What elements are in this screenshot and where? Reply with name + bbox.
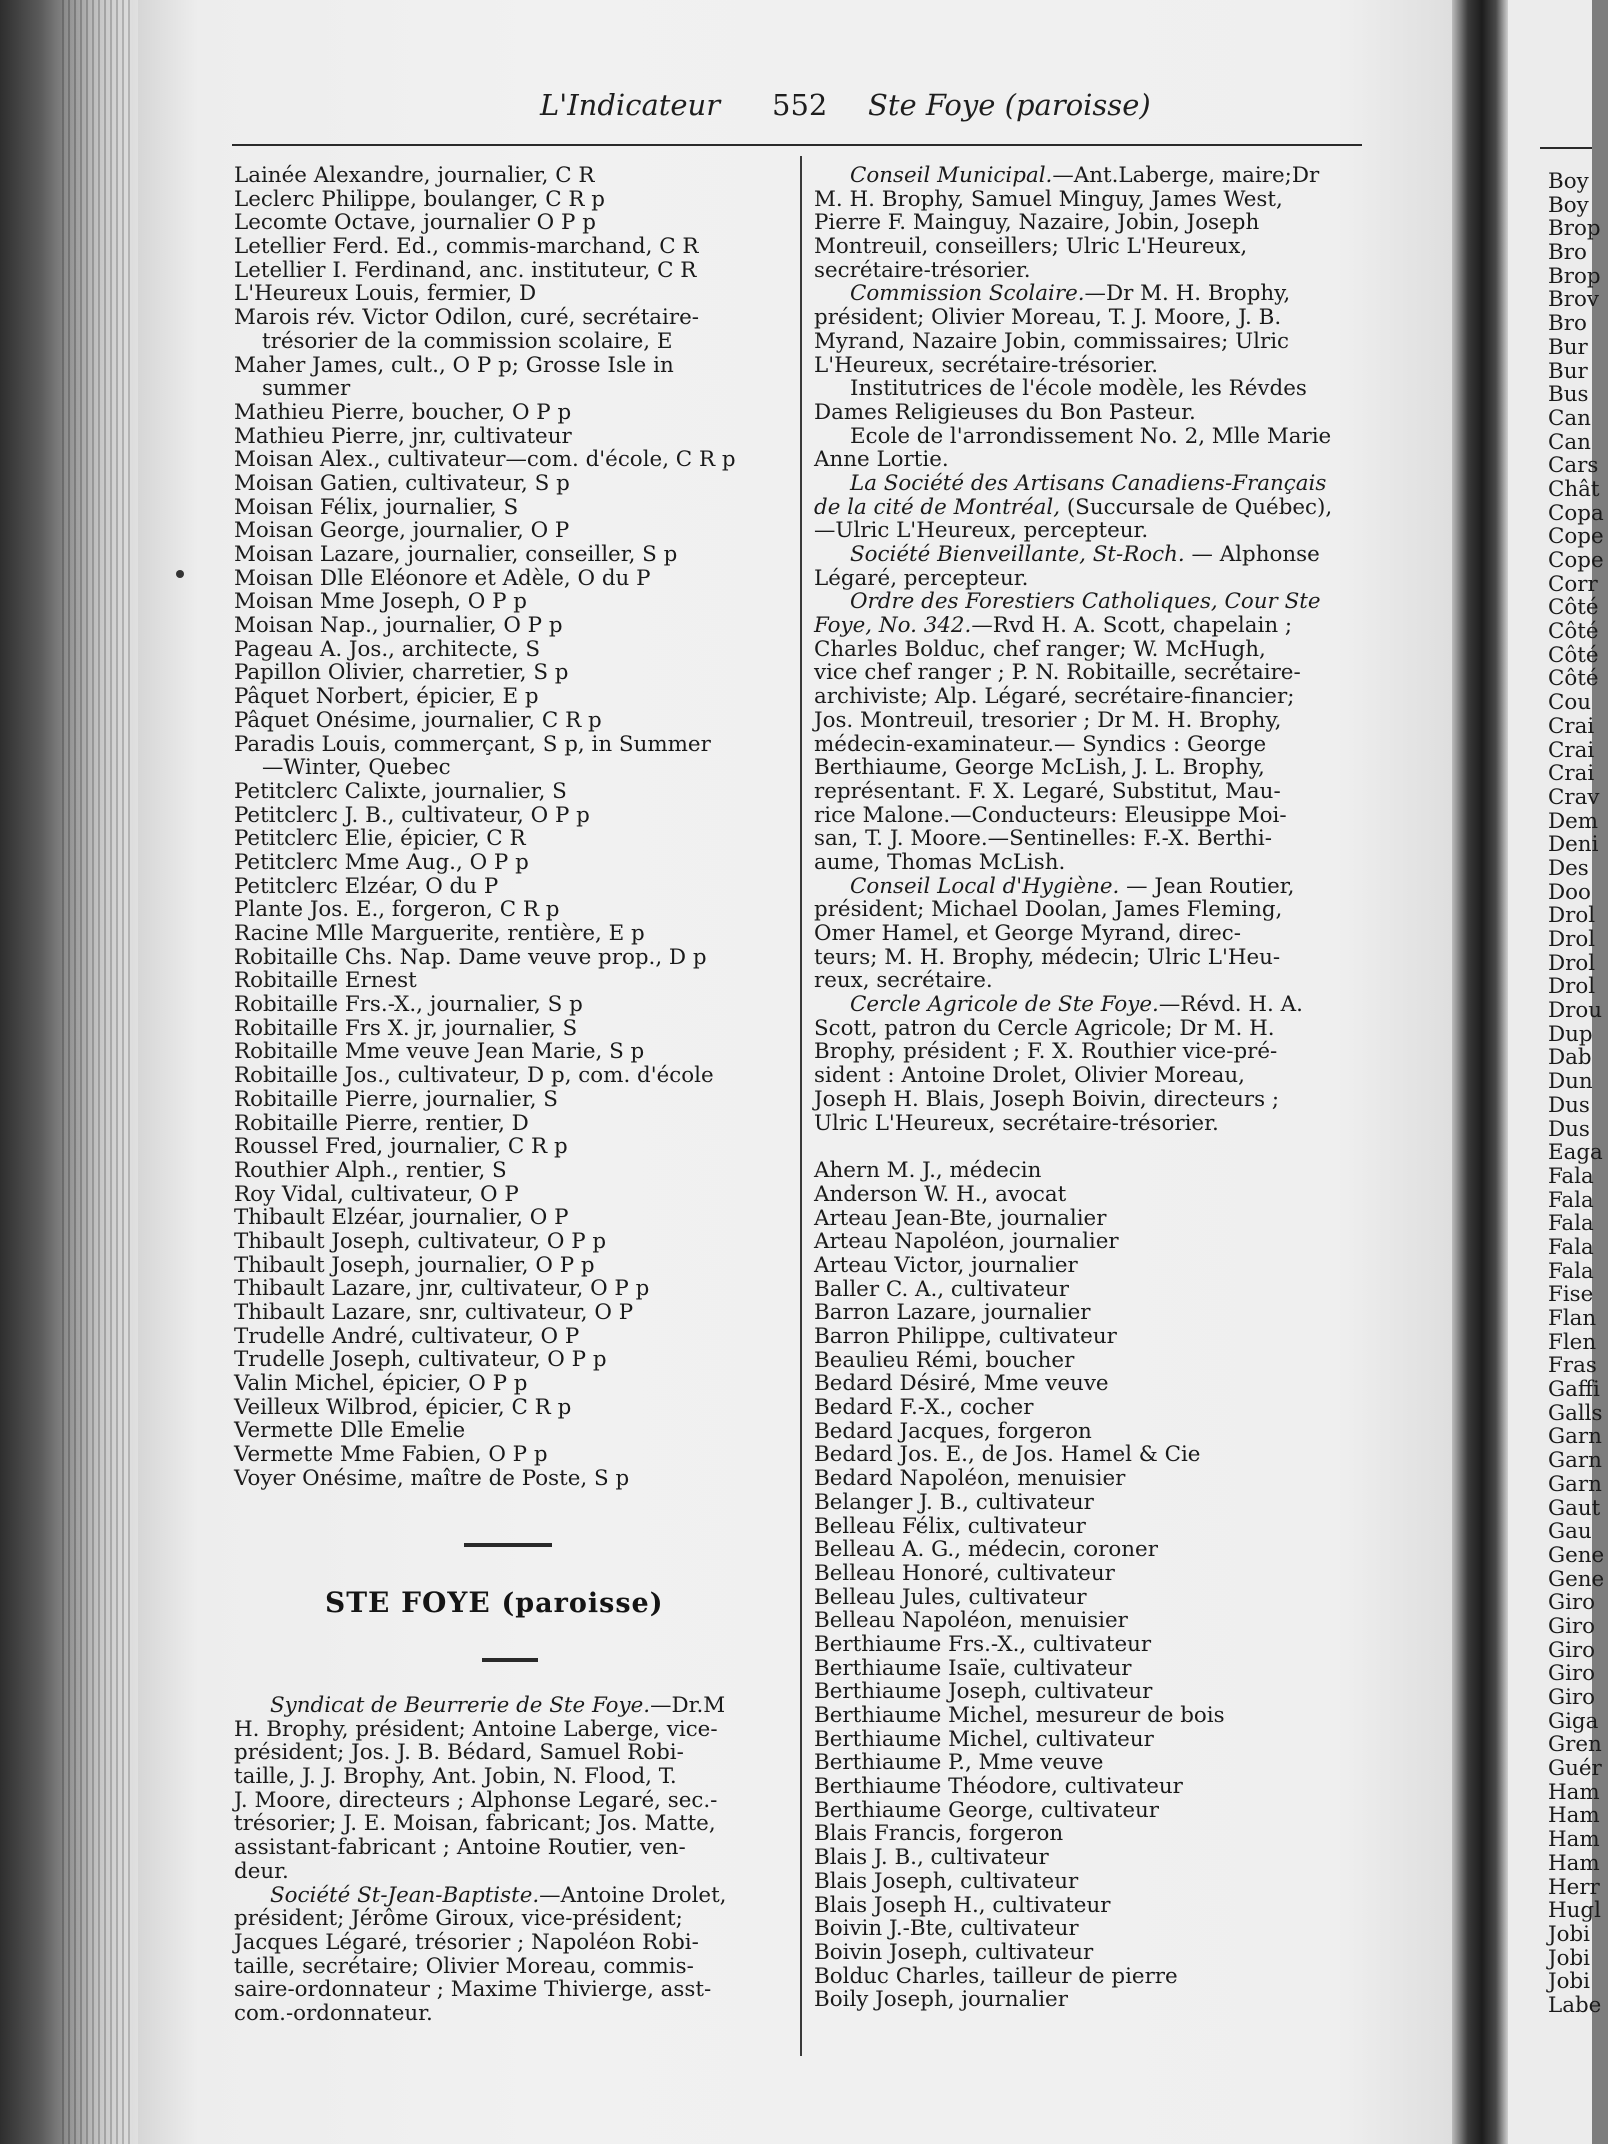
next-page-fragment: Fala [1548, 1258, 1594, 1284]
next-page-fragment: Gene [1548, 1566, 1605, 1592]
directory-entry: Boivin J.-Bte, cultivateur [814, 1916, 1079, 1942]
directory-entry: Maher James, cult., O P p; Grosse Isle in [234, 352, 674, 378]
directory-entry: Barron Lazare, journalier [814, 1300, 1091, 1326]
directory-entry: Belleau Honoré, cultivateur [814, 1560, 1115, 1586]
society-line: Société St-Jean-Baptiste.—Antoine Drolet, [270, 1882, 727, 1908]
next-page-fragment: Dup [1548, 1021, 1593, 1047]
next-page-fragment: Brop [1548, 263, 1601, 289]
directory-entry: Lainée Alexandre, journalier, C R [234, 163, 595, 188]
next-page-fragment: Côté [1548, 595, 1599, 621]
directory-entry: Berthiaume Michel, mesureur de bois [814, 1703, 1225, 1728]
directory-entry: Letellier I. Ferdinand, anc. instituteur, C R [234, 257, 697, 283]
directory-entry: Bolduc Charles, tailleur de pierre [814, 1963, 1178, 1989]
next-page-fragment: Guér [1548, 1756, 1602, 1782]
society-line: Syndicat de Beurrerie de Ste Foye.—Dr.M [270, 1693, 726, 1718]
next-page-fragment: Flen [1548, 1329, 1597, 1355]
next-page-fragment: Cou [1548, 690, 1592, 716]
directory-entry: Roy Vidal, cultivateur, O P [234, 1181, 519, 1207]
council-line: Jos. Montreuil, tresorier ; Dr M. H. Brophy, [814, 707, 1282, 733]
next-page-fragment: Drou [1548, 998, 1603, 1024]
next-page-fragment: Bur [1548, 334, 1588, 360]
directory-entry: Belleau A. G., médecin, coroner [814, 1537, 1158, 1563]
directory-entry: Thibault Joseph, journalier, O P p [234, 1252, 595, 1278]
next-page-fragment: Eaga [1548, 1140, 1603, 1166]
next-page-fragment: Fala [1548, 1234, 1594, 1260]
directory-entry: Mathieu Pierre, jnr, cultivateur [234, 423, 572, 449]
next-page-fragment: Côté [1548, 642, 1599, 668]
council-line: teurs; M. H. Brophy, médecin; Ulric L'Heu- [814, 944, 1281, 970]
directory-entry: Berthiaume Michel, cultivateur [814, 1726, 1154, 1752]
book-spine-edge [0, 0, 150, 2144]
directory-entry: Robitaille Frs X. jr, journalier, S [234, 1015, 578, 1041]
council-line: —Ulric L'Heureux, percepteur. [814, 518, 1149, 544]
directory-entry: Roussel Fred, journalier, C R p [234, 1134, 568, 1160]
next-page-fragment: Herr [1548, 1874, 1600, 1900]
directory-entry: Moisan Félix, journalier, S [234, 494, 519, 520]
next-page-fragment: Crai [1548, 761, 1595, 787]
society-line: président; Jérôme Giroux, vice-président; [234, 1906, 683, 1932]
directory-entry: Blais Joseph, cultivateur [814, 1868, 1079, 1894]
section-heading-title: STE FOYE [325, 1586, 491, 1619]
next-page-fragment: Hugl [1548, 1898, 1601, 1924]
next-page-fragment: Gau [1548, 1519, 1592, 1545]
council-line: Dames Religieuses du Bon Pasteur. [814, 399, 1196, 425]
next-page-fragment: Doo [1548, 879, 1591, 905]
directory-entry: Robitaille Ernest [234, 968, 417, 994]
society-line: Jacques Légaré, trésorier ; Napoléon Robi- [234, 1929, 699, 1955]
council-line: archiviste; Alp. Légaré, secrétaire-financier; [814, 684, 1295, 710]
council-line: Berthiaume, George McLish, J. L. Brophy, [814, 755, 1265, 781]
directory-entry: Thibault Lazare, snr, cultivateur, O P [234, 1300, 634, 1325]
directory-entry: Thibault Lazare, jnr, cultivateur, O P p [234, 1276, 650, 1302]
directory-entry: Marois rév. Victor Odilon, curé, secrétaire- [234, 305, 700, 331]
next-page-fragment: Fala [1548, 1163, 1594, 1189]
section-rule-top [464, 1543, 552, 1547]
directory-entry: Thibault Joseph, cultivateur, O P p [234, 1228, 607, 1254]
council-line: Foye, No. 342.—Rvd H. A. Scott, chapelain ; [814, 613, 1293, 639]
directory-entry: Berthiaume George, cultivateur [814, 1797, 1160, 1823]
directory-entry: Belleau Jules, cultivateur [814, 1584, 1087, 1610]
directory-entry: Trudelle Joseph, cultivateur, O P p [234, 1347, 607, 1373]
society-line: H. Brophy, président; Antoine Laberge, vice- [234, 1716, 718, 1742]
next-page-fragment: Côté [1548, 619, 1599, 645]
book-gutter [1452, 0, 1508, 2144]
next-page-fragment: Giro [1548, 1661, 1596, 1687]
council-line: Omer Hamel, et George Myrand, direc- [814, 921, 1242, 946]
next-page-fragment: Dab [1548, 1045, 1592, 1071]
next-page-fragment: Galls [1548, 1400, 1603, 1426]
council-line: médecin-examinateur.— Syndics : George [814, 731, 1267, 757]
directory-entry: Leclerc Philippe, boulanger, C R p [234, 186, 605, 212]
next-page-fragment: Crai [1548, 713, 1595, 739]
directory-entry: Papillon Olivier, charretier, S p [234, 660, 569, 686]
society-line: président; Jos. J. B. Bédard, Samuel Robi- [234, 1740, 684, 1766]
directory-entry: Berthiaume Frs.-X., cultivateur [814, 1631, 1152, 1657]
directory-entry: Pâquet Onésime, journalier, C R p [234, 707, 602, 733]
directory-entry: Blais J. B., cultivateur [814, 1845, 1049, 1871]
directory-entry: Robitaille Frs.-X., journalier, S p [234, 992, 583, 1018]
header-publication-title: L'Indicateur [540, 88, 721, 122]
directory-entry: Trudelle André, cultivateur, O P [234, 1323, 580, 1349]
next-page-fragment: Brop [1548, 216, 1601, 242]
next-page-fragment: Copa [1548, 500, 1604, 526]
next-page-header-rule [1540, 147, 1592, 149]
next-page-fragment: Garn [1548, 1471, 1602, 1497]
directory-entry: Robitaille Jos., cultivateur, D p, com. d'école [234, 1063, 714, 1089]
next-page-fragment: Labe [1548, 1992, 1602, 2018]
section-heading [325, 1586, 664, 1619]
right-column [814, 164, 1370, 2012]
directory-entry: Moisan Gatien, cultivateur, S p [234, 470, 570, 496]
council-line: Charles Bolduc, chef ranger; W. McHugh, [814, 636, 1266, 662]
directory-entry: Berthiaume Théodore, cultivateur [814, 1774, 1183, 1800]
next-page-fragment: Crai [1548, 737, 1595, 763]
directory-entry: summer [262, 376, 351, 402]
society-line: assistant-fabricant ; Antoine Routier, ven- [234, 1835, 686, 1861]
directory-entry: Beaulieu Rémi, boucher [814, 1347, 1075, 1373]
council-line: Scott, patron du Cercle Agricole; Dr M. H. [814, 1015, 1275, 1041]
directory-entry: Blais Francis, forgeron [814, 1821, 1064, 1847]
council-line: L'Heureux, secrétaire-trésorier. [814, 352, 1159, 378]
directory-entry: Paradis Louis, commerçant, S p, in Summer [234, 731, 711, 757]
directory-entry: Belleau Félix, cultivateur [814, 1513, 1086, 1539]
next-page-fragment: Jobi [1548, 1969, 1590, 1995]
next-page-fragment: Giro [1548, 1637, 1596, 1663]
directory-entry: Berthiaume P., Mme veuve [814, 1750, 1104, 1776]
council-line: Myrand, Nazaire Jobin, commissaires; Ulric [814, 328, 1290, 354]
directory-entry: Bedard Jos. E., de Jos. Hamel & Cie [814, 1442, 1201, 1468]
directory-entry: Robitaille Chs. Nap. Dame veuve prop., D p [234, 944, 707, 970]
council-line: vice chef ranger ; P. N. Robitaille, secrétaire- [814, 660, 1301, 686]
council-line: san, T. J. Moore.—Sentinelles: F.-X. Berthi- [814, 826, 1273, 852]
directory-entry: Arteau Napoléon, journalier [814, 1229, 1119, 1255]
society-line: deur. [234, 1858, 289, 1884]
council-line: représentant. F. X. Legaré, Substitut, Mau- [814, 778, 1281, 804]
next-page-fragment: Jobi [1548, 1945, 1590, 1971]
next-page-fragment: Giro [1548, 1613, 1596, 1639]
council-line: Pierre F. Mainguy, Nazaire, Jobin, Joseph [814, 210, 1260, 236]
next-page-fragment: Giro [1548, 1685, 1596, 1710]
next-page-fragment: Flan [1548, 1306, 1597, 1331]
next-page-fragment: Fras [1548, 1353, 1597, 1379]
council-line: Société Bienveillante, St-Roch. — Alphonse [850, 542, 1320, 567]
next-page-fragment: Fala [1548, 1187, 1594, 1213]
council-line: reux, secrétaire. [814, 968, 993, 994]
section-heading-subtitle: (paroisse) [501, 1588, 664, 1619]
next-page-fragment: Crav [1548, 784, 1600, 810]
directory-entry: L'Heureux Louis, fermier, D [234, 281, 537, 307]
directory-entry: Pâquet Norbert, épicier, E p [234, 684, 539, 710]
council-line: sident : Antoine Drolet, Olivier Moreau, [814, 1063, 1245, 1089]
next-page-fragment: Dus [1548, 1116, 1590, 1142]
header-page-number: 552 [772, 88, 828, 122]
directory-entry: Boivin Joseph, cultivateur [814, 1939, 1094, 1965]
directory-entry: Petitclerc Elie, épicier, C R [234, 826, 526, 852]
council-line: Joseph H. Blais, Joseph Boivin, directeurs ; [814, 1086, 1280, 1112]
directory-entry: Berthiaume Isaïe, cultivateur [814, 1655, 1132, 1681]
council-line: Montreuil, conseillers; Ulric L'Heureux, [814, 234, 1248, 260]
directory-entry: Boily Joseph, journalier [814, 1987, 1068, 2013]
directory-entry: —Winter, Quebec [262, 755, 451, 781]
list-gap [814, 1135, 1370, 1159]
next-page-fragment: Drol [1548, 950, 1596, 976]
page-header [540, 88, 1380, 132]
council-line: Légaré, percepteur. [814, 565, 1029, 591]
next-page-fragment: Cope [1548, 524, 1604, 550]
directory-entry: Blais Joseph H., cultivateur [814, 1892, 1111, 1918]
next-page-fragment: Des [1548, 855, 1589, 881]
next-page-fragment: Can [1548, 429, 1591, 455]
directory-entry: Bedard Napoléon, menuisier [814, 1466, 1126, 1492]
header-rule [232, 144, 1362, 146]
next-page-fragment: Drol [1548, 903, 1596, 929]
next-page-fragment: Jobi [1548, 1921, 1590, 1947]
directory-entry: Moisan Dlle Eléonore et Adèle, O du P [234, 565, 651, 591]
next-page-fragment: Drol [1548, 974, 1596, 1000]
directory-entry: Routhier Alph., rentier, S [234, 1157, 507, 1183]
directory-entry: Anderson W. H., avocat [814, 1181, 1067, 1207]
directory-entry: Plante Jos. E., forgeron, C R p [234, 897, 560, 923]
directory-entry: Veilleux Wilbrod, épicier, C R p [234, 1394, 572, 1420]
council-line: de la cité de Montréal, (Succursale de Québec), [814, 494, 1333, 520]
directory-entry: Thibault Elzéar, journalier, O P [234, 1205, 569, 1231]
directory-entry: Petitclerc Calixte, journalier, S [234, 778, 567, 804]
next-page-fragment: Ham [1548, 1803, 1600, 1829]
header-section-title: Ste Foye (paroisse) [868, 88, 1151, 122]
next-page-fragment: Can [1548, 405, 1591, 431]
next-page-fragment: Bro [1548, 240, 1587, 266]
council-line: secrétaire-trésorier. [814, 257, 1031, 283]
next-page-fragment: Gaut [1548, 1495, 1601, 1521]
next-page-fragment: Côté [1548, 666, 1599, 692]
section-rule-bottom [482, 1658, 538, 1662]
directory-entry: Bedard F.-X., cocher [814, 1395, 1034, 1421]
next-page-fragment: Gene [1548, 1542, 1605, 1568]
directory-entry: Belleau Napoléon, menuisier [814, 1608, 1128, 1634]
directory-entry: Pageau A. Jos., architecte, S [234, 636, 541, 662]
next-page-fragment: Drol [1548, 927, 1596, 952]
next-page-fragment: Gren [1548, 1732, 1602, 1758]
council-line: Brophy, président ; F. X. Routhier vice-pré- [814, 1039, 1278, 1065]
directory-entry: Arteau Jean-Bte, journalier [814, 1205, 1107, 1231]
next-page-fragment: Gaffi [1548, 1377, 1600, 1403]
directory-entry: Baller C. A., cultivateur [814, 1276, 1070, 1302]
directory-entry: Robitaille Mme veuve Jean Marie, S p [234, 1039, 645, 1065]
council-line: Ulric L'Heureux, secrétaire-trésorier. [814, 1110, 1219, 1136]
council-line: Conseil Municipal.—Ant.Laberge, maire;Dr [850, 163, 1320, 188]
next-page-fragment: Chât [1548, 476, 1600, 502]
society-line: J. Moore, directeurs ; Alphonse Legaré, sec.- [234, 1787, 718, 1813]
directory-entry: Belanger J. B., cultivateur [814, 1489, 1094, 1515]
council-line: Institutrices de l'école modèle, les Révdes [850, 376, 1307, 402]
council-line: M. H. Brophy, Samuel Minguy, James West, [814, 186, 1283, 212]
directory-entry: Robitaille Pierre, journalier, S [234, 1086, 558, 1112]
left-paragraphs [234, 1694, 790, 2026]
next-page-fragment: Dun [1548, 1069, 1593, 1095]
directory-entry: Robitaille Pierre, rentier, D [234, 1110, 529, 1136]
next-page-fragment: Corr [1548, 571, 1598, 597]
next-page-fragment: Ham [1548, 1827, 1600, 1853]
directory-entry: Lecomte Octave, journalier O P p [234, 210, 596, 236]
council-line: président; Michael Doolan, James Fleming, [814, 897, 1283, 923]
next-page-fragment: Ham [1548, 1779, 1600, 1805]
directory-entry: Letellier Ferd. Ed., commis-marchand, C R [234, 234, 699, 260]
directory-entry: Vermette Mme Fabien, O P p [234, 1442, 548, 1468]
next-page-fragment: Garn [1548, 1424, 1602, 1450]
society-line: saire-ordonnateur ; Maxime Thivierge, asst- [234, 1977, 712, 2003]
next-page-fragment: Cope [1548, 548, 1604, 573]
next-page-fragment: Dem [1548, 808, 1599, 834]
directory-entry: Petitclerc Elzéar, O du P [234, 873, 499, 899]
directory-entry: Berthiaume Joseph, cultivateur [814, 1679, 1153, 1705]
council-line: Commission Scolaire.—Dr M. H. Brophy, [850, 281, 1291, 307]
council-line: Conseil Local d'Hygiène. — Jean Routier, [850, 873, 1295, 899]
column-divider [800, 156, 802, 2056]
council-line: rice Malone.—Conducteurs: Eleusippe Moi- [814, 802, 1287, 828]
society-line: trésorier; J. E. Moisan, fabricant; Jos. Matte, [234, 1811, 716, 1837]
next-page-column [1548, 170, 1608, 2018]
directory-entry: trésorier de la commission scolaire, E [262, 328, 673, 354]
council-line: Ecole de l'arrondissement No. 2, Mlle Marie [850, 423, 1332, 449]
next-page-fragment: Bur [1548, 358, 1588, 384]
council-line: La Société des Artisans Canadiens-Français [850, 470, 1327, 496]
next-page-fragment: Cars [1548, 453, 1599, 479]
next-page-fragment: Deni [1548, 832, 1599, 858]
council-line: aume, Thomas McLish. [814, 849, 1066, 875]
directory-entry: Moisan Nap., journalier, O P p [234, 613, 563, 639]
next-page-fragment: Giro [1548, 1590, 1596, 1616]
next-page-fragment: Bro [1548, 311, 1587, 337]
council-line: Cercle Agricole de Ste Foye.—Révd. H. A. [850, 992, 1303, 1018]
directory-entry: Vermette Dlle Emelie [234, 1418, 466, 1444]
council-line: Anne Lortie. [814, 447, 949, 473]
margin-dot [176, 570, 184, 578]
next-page-fragment: Giga [1548, 1708, 1599, 1734]
directory-entry: Mathieu Pierre, boucher, O P p [234, 399, 572, 425]
next-page-fragment: Garn [1548, 1448, 1602, 1474]
next-page-fragment: Fise [1548, 1282, 1594, 1308]
directory-entry: Ahern M. J., médecin [814, 1158, 1042, 1184]
council-line: président; Olivier Moreau, T. J. Moore, J. B. [814, 305, 1282, 331]
next-page-fragment: Bus [1548, 382, 1589, 408]
next-page-fragment: Boy [1548, 192, 1589, 218]
next-page-fragment: Fala [1548, 1211, 1594, 1237]
society-line: taille, J. J. Brophy, Ant. Jobin, N. Flood, T. [234, 1764, 677, 1790]
next-page-fragment: Boy [1548, 169, 1589, 194]
society-line: com.-ordonnateur. [234, 2000, 433, 2026]
directory-entry: Racine Mlle Marguerite, rentière, E p [234, 921, 645, 946]
next-page-fragment: Ham [1548, 1850, 1600, 1876]
directory-entry: Moisan Alex., cultivateur—com. d'école, C R p [234, 447, 736, 473]
directory-entry: Petitclerc J. B., cultivateur, O P p [234, 802, 590, 828]
directory-entry: Bedard Jacques, forgeron [814, 1418, 1092, 1444]
directory-entry: Barron Philippe, cultivateur [814, 1324, 1117, 1349]
council-line: Ordre des Forestiers Catholiques, Cour Ste [850, 589, 1321, 615]
directory-entry: Bedard Désiré, Mme veuve [814, 1371, 1109, 1397]
next-page-fragment: Brov [1548, 287, 1599, 313]
left-column [234, 164, 790, 1491]
society-line: taille, secrétaire; Olivier Moreau, commis- [234, 1953, 694, 1979]
directory-entry: Voyer Onésime, maître de Poste, S p [234, 1465, 630, 1491]
directory-entry: Valin Michel, épicier, O P p [234, 1371, 528, 1397]
next-page-fragment: Dus [1548, 1092, 1590, 1118]
directory-entry: Moisan Mme Joseph, O P p [234, 589, 527, 615]
directory-entry: Moisan George, journalier, O P [234, 518, 570, 544]
directory-entry: Moisan Lazare, journalier, conseiller, S p [234, 542, 678, 567]
directory-entry: Arteau Victor, journalier [814, 1252, 1078, 1278]
directory-entry: Petitclerc Mme Aug., O P p [234, 849, 529, 875]
